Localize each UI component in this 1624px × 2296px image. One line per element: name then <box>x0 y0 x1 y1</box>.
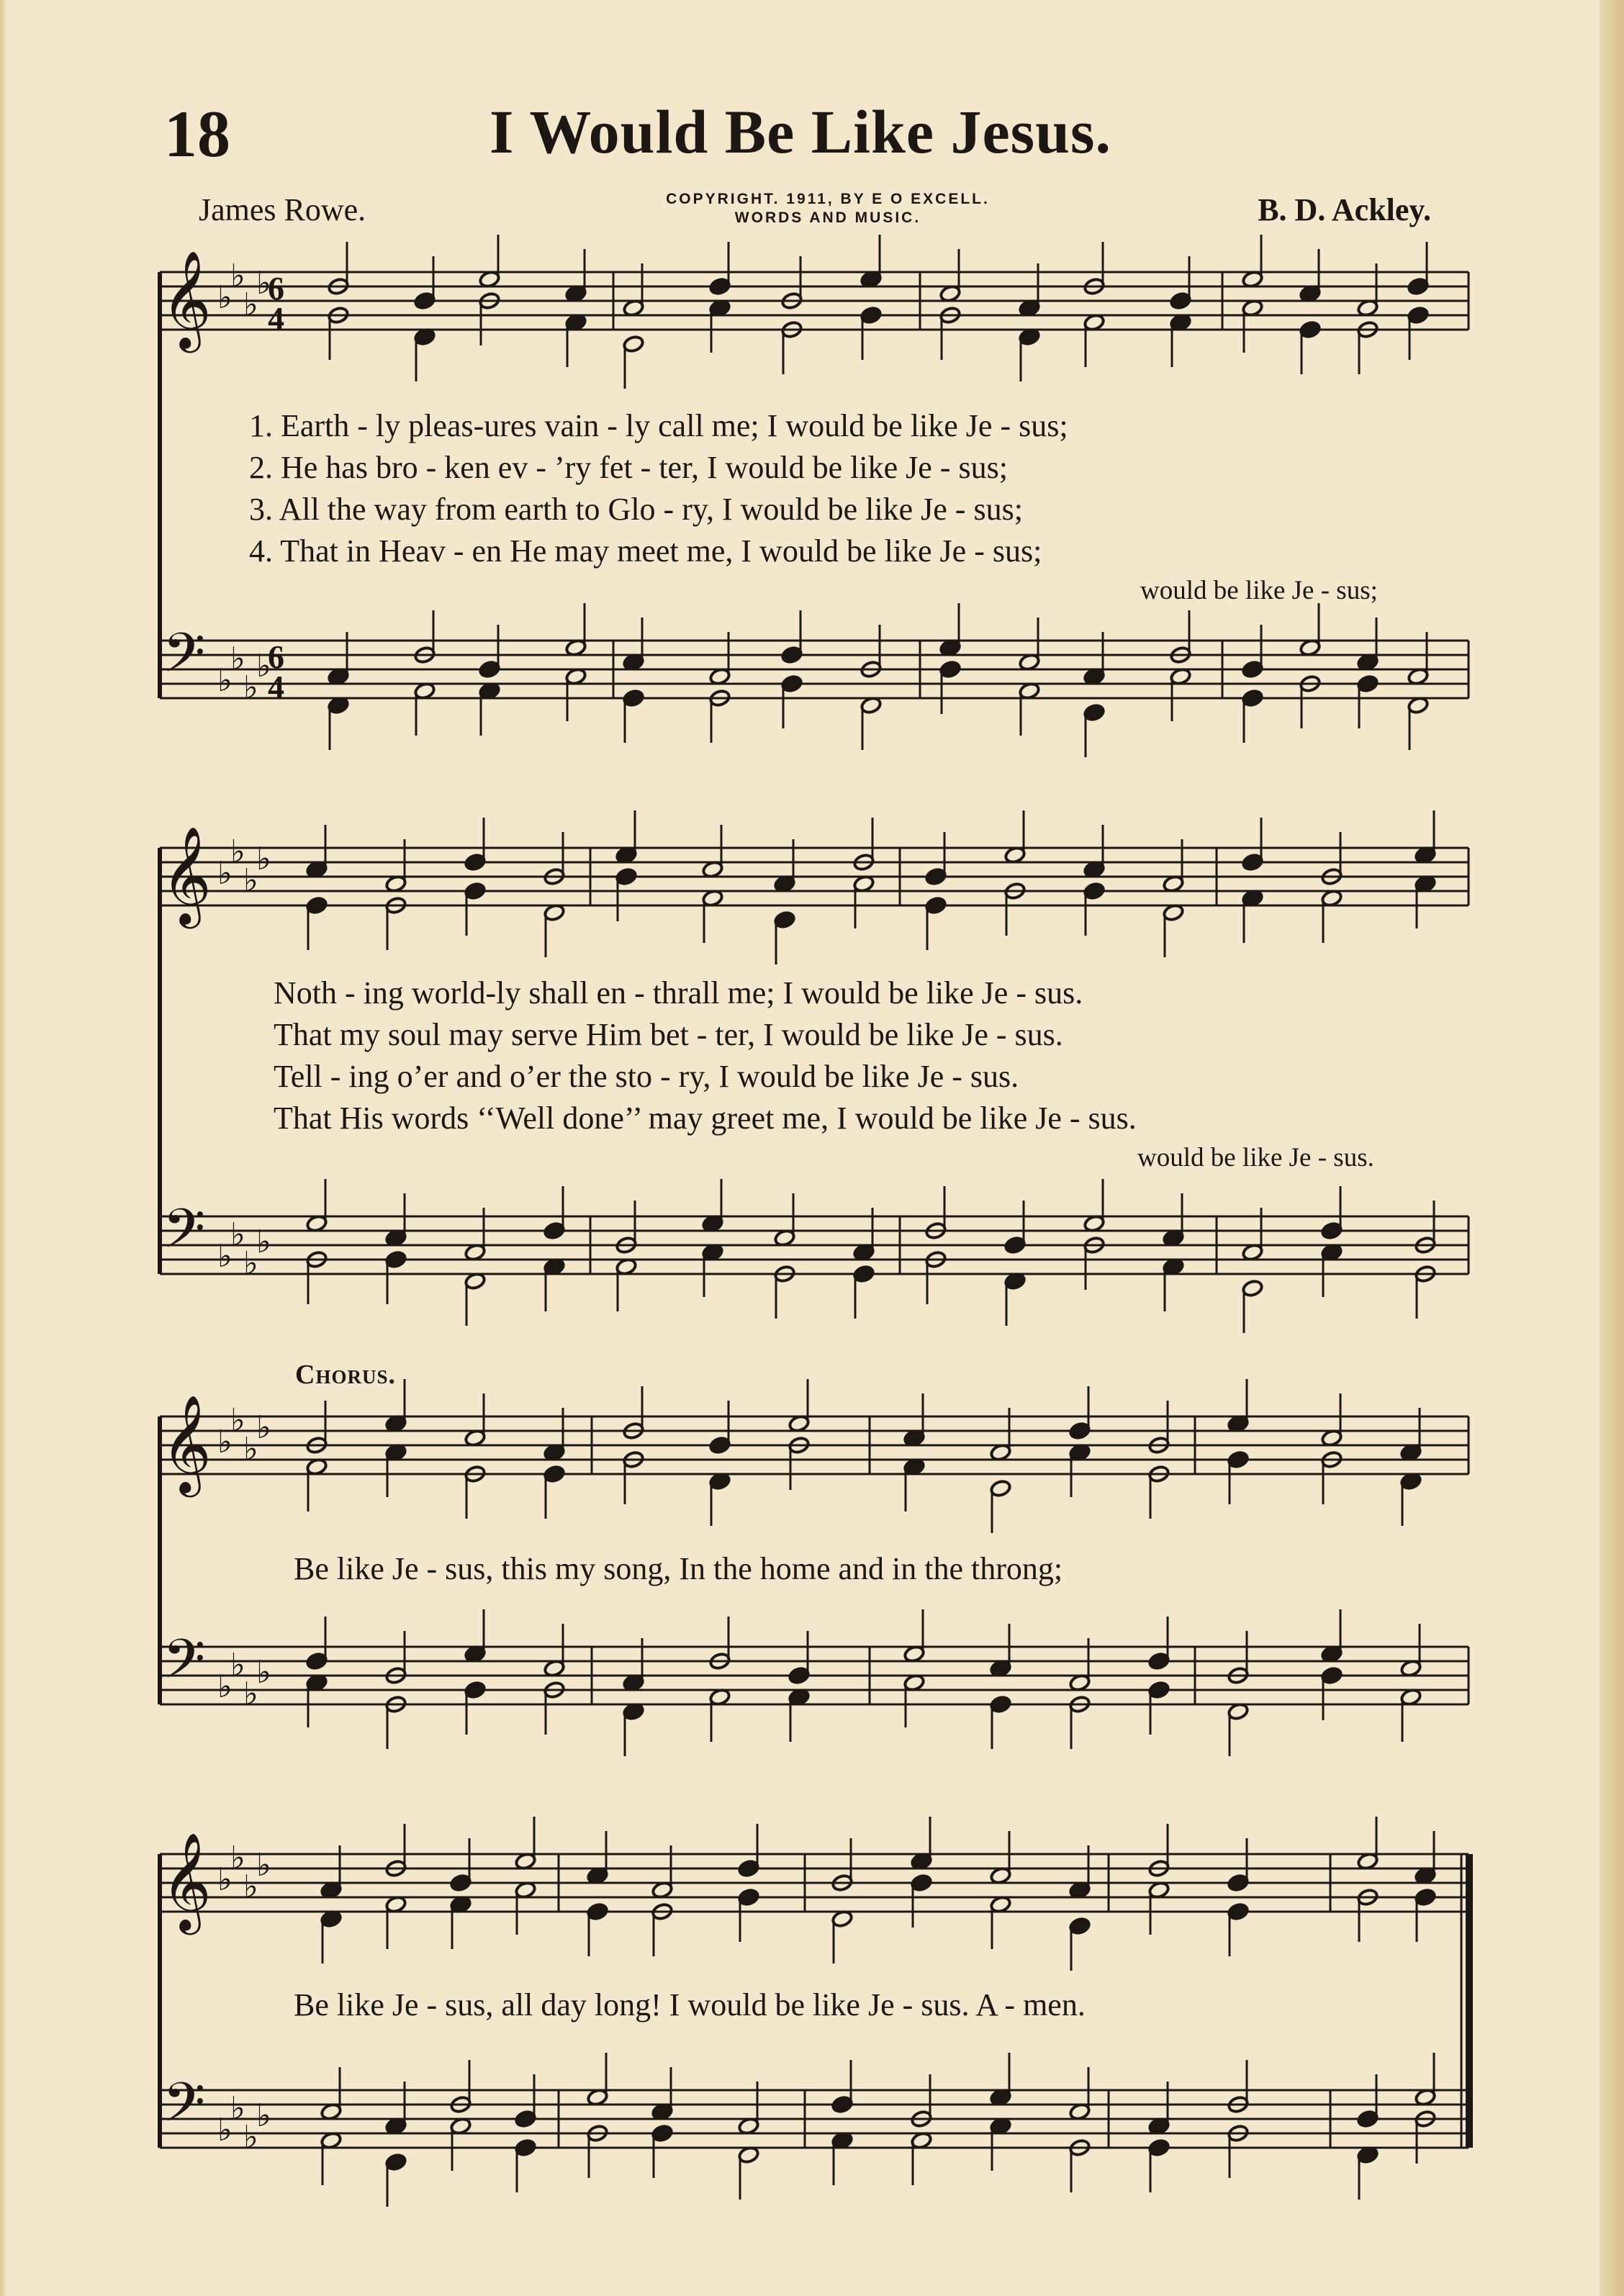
verse-1-line-1: 1. Earth - ly pleas-ures vain - ly call me; I would be like Je - sus; <box>249 408 1068 443</box>
flat-icon: ♭ <box>230 1216 245 1253</box>
copyright-line-2: WORDS AND MUSIC. <box>734 209 921 227</box>
copyright-line-1: COPYRIGHT. 1911, BY E O EXCELL. <box>666 191 990 207</box>
verse-3-line-1: 3. All the way from earth to Glo - ry, I would be like Je - sus; <box>249 492 1023 527</box>
time-signature-bottom: 4 <box>268 300 284 337</box>
flat-icon: ♭ <box>217 855 233 892</box>
verse-2-line-1: 2. He has bro - ken ev - ’ry fet - ter, I would be like Je - sus; <box>249 450 1008 485</box>
flat-icon: ♭ <box>217 2112 233 2148</box>
flat-icon: ♭ <box>256 2097 271 2134</box>
flat-icon: ♭ <box>217 1668 233 1705</box>
flat-icon: ♭ <box>256 648 271 684</box>
verse-2-line-2: That my soul may serve Him bet - ter, I would be like Je - sus. <box>274 1017 1063 1052</box>
flat-icon: ♭ <box>217 662 233 699</box>
flat-icon: ♭ <box>256 1409 271 1446</box>
composer: B. D. Ackley. <box>1258 192 1431 227</box>
flat-icon: ♭ <box>217 1424 233 1460</box>
treble-clef-icon: 𝄞 <box>161 825 212 924</box>
verse-3-line-2: Tell - ing o’er and o’er the sto - ry, I would be like Je - sus. <box>274 1059 1019 1094</box>
treble-clef-icon: 𝄞 <box>161 249 212 348</box>
flat-icon: ♭ <box>230 258 245 294</box>
treble-clef-icon: 𝄞 <box>161 1831 212 1930</box>
hymn-title: I Would Be Like Jesus. <box>490 97 1111 166</box>
flat-icon: ♭ <box>217 279 233 316</box>
flat-icon: ♭ <box>256 1224 271 1260</box>
echo-line-2: would be like Je - sus. <box>1137 1143 1374 1172</box>
chorus-label: Chorus. <box>295 1360 396 1390</box>
bass-clef-icon: 𝄢 <box>163 2071 206 2148</box>
flat-icon: ♭ <box>243 286 258 323</box>
echo-line-1: would be like Je - sus; <box>1140 576 1378 605</box>
flat-icon: ♭ <box>217 1861 233 1898</box>
flat-icon: ♭ <box>230 833 245 870</box>
flat-icon: ♭ <box>243 1868 258 1905</box>
flat-icon: ♭ <box>243 1676 258 1712</box>
verse-1-line-2: Noth - ing world-ly shall en - thrall me; I would be like Je - sus. <box>274 975 1083 1011</box>
time-signature-top: 6 <box>268 270 284 307</box>
lyricist: James Rowe. <box>199 192 366 227</box>
verse-4-line-1: 4. That in Heav - en He may meet me, I would be like Je - sus; <box>249 533 1042 569</box>
bass-clef-icon: 𝄢 <box>163 1627 206 1704</box>
time-signature-top: 6 <box>268 638 284 675</box>
flat-icon: ♭ <box>256 1847 271 1884</box>
hymn-number: 18 <box>164 97 230 171</box>
flat-icon: ♭ <box>243 669 258 706</box>
chorus-line-2: Be like Je - sus, all day long! I would be like Je - sus. A - men. <box>294 1987 1086 2022</box>
flat-icon: ♭ <box>256 841 271 877</box>
flat-icon: ♭ <box>230 641 245 677</box>
flat-icon: ♭ <box>230 1647 245 1683</box>
flat-icon: ♭ <box>243 1245 258 1282</box>
flat-icon: ♭ <box>230 2090 245 2127</box>
verse-4-line-2: That His words ‘‘Well done’’ may greet me, I would be like Je - sus. <box>274 1100 1137 1136</box>
bass-clef-icon: 𝄢 <box>163 621 206 698</box>
flat-icon: ♭ <box>230 1402 245 1439</box>
flat-icon: ♭ <box>243 862 258 899</box>
chorus-line-1: Be like Je - sus, this my song, In the home and in the throng; <box>294 1551 1063 1586</box>
flat-icon: ♭ <box>256 265 271 302</box>
flat-icon: ♭ <box>230 1840 245 1876</box>
time-signature-bottom: 4 <box>268 669 284 705</box>
treble-clef-icon: 𝄞 <box>161 1393 212 1493</box>
flat-icon: ♭ <box>243 1431 258 1468</box>
flat-icon: ♭ <box>243 2119 258 2156</box>
flat-icon: ♭ <box>256 1654 271 1691</box>
final-barline-thick <box>1466 1854 1473 2148</box>
bass-clef-icon: 𝄢 <box>163 1197 206 1274</box>
flat-icon: ♭ <box>217 1238 233 1275</box>
